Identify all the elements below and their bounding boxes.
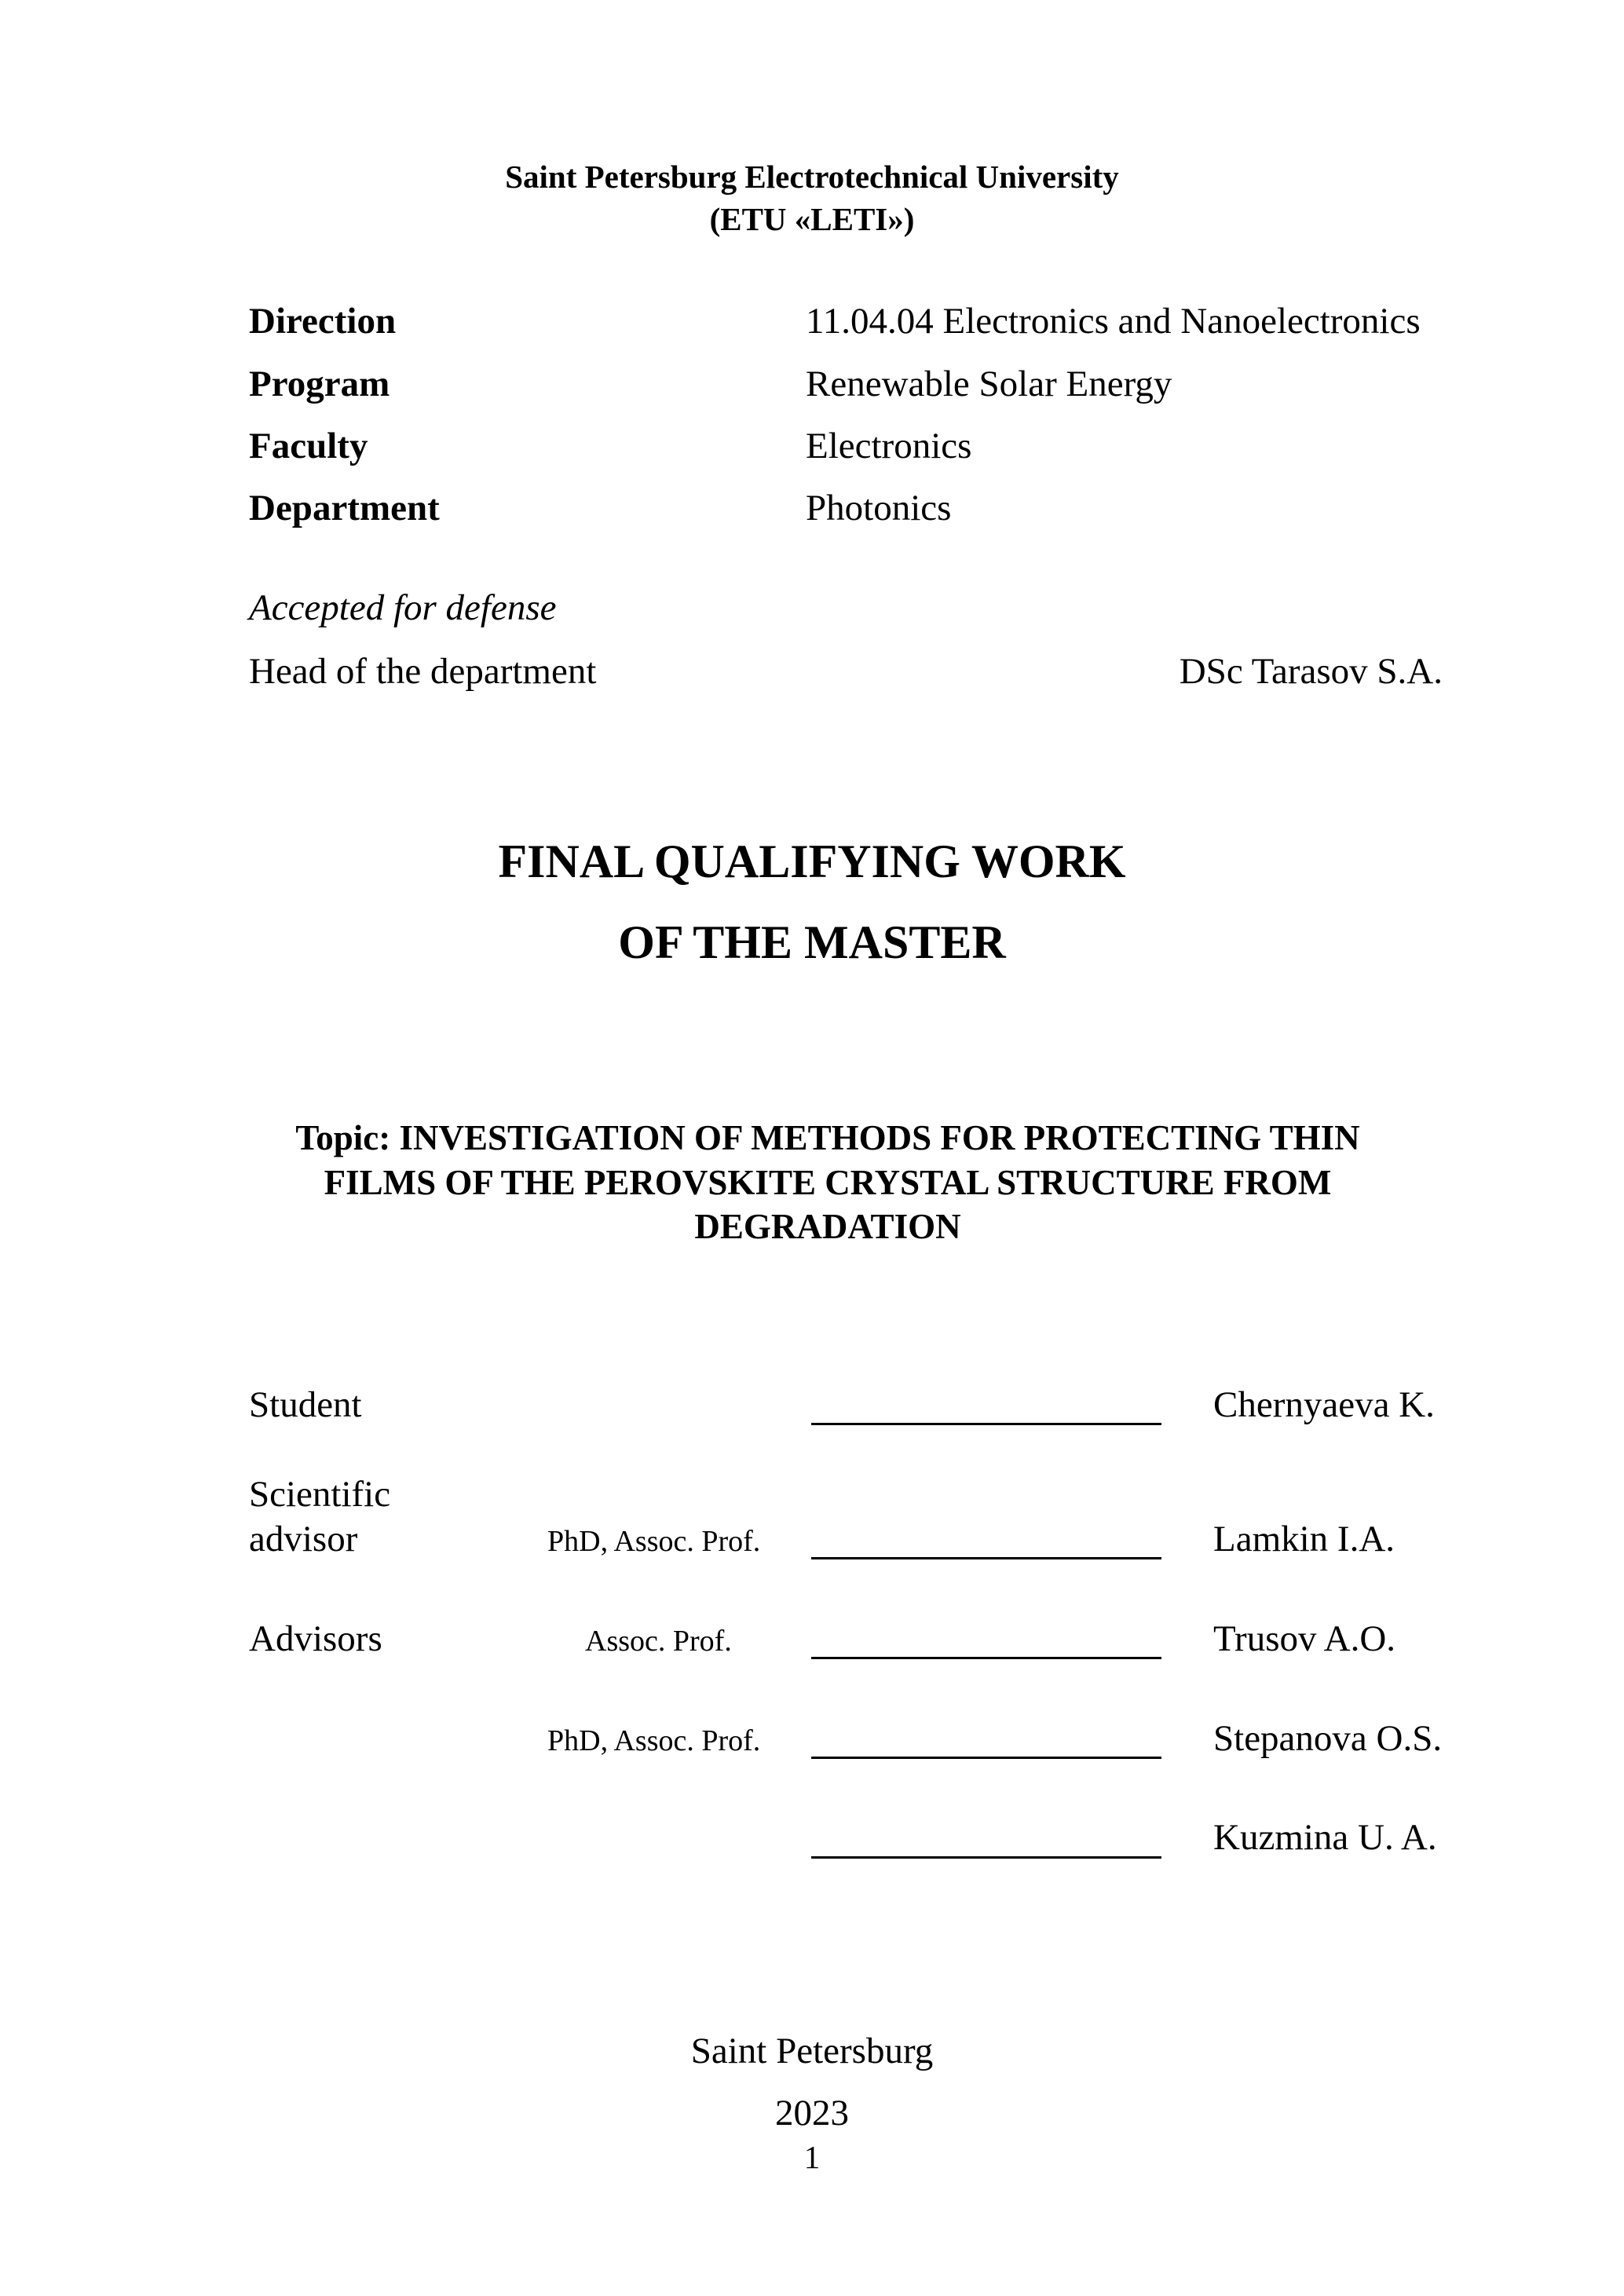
advisor2-name: Stepanova O.S. xyxy=(1213,1718,1443,1759)
scientific-advisor-label-1: Scientific xyxy=(249,1474,391,1515)
direction-value: 11.04.04 Electronics and Nanoelectronics xyxy=(806,301,1421,342)
scientific-advisor-degree: PhD, Assoc. Prof. xyxy=(547,1525,761,1558)
year: 2023 xyxy=(775,2093,849,2133)
scientific-advisor-label-2: advisor xyxy=(249,1519,358,1559)
university-name: Saint Petersburg Electrotechnical University xyxy=(505,159,1119,195)
department-label: Department xyxy=(249,488,440,528)
advisor1-signature-line xyxy=(811,1657,1161,1659)
advisor1-name: Trusov A.O. xyxy=(1213,1618,1396,1659)
page-number: 1 xyxy=(803,2139,821,2175)
faculty-label: Faculty xyxy=(249,426,368,466)
university-abbreviation: (ETU «LETI») xyxy=(709,201,915,237)
work-title-line2: OF THE MASTER xyxy=(618,916,1006,968)
faculty-value: Electronics xyxy=(806,426,972,466)
work-title-line1: FINAL QUALIFYING WORK xyxy=(498,835,1126,887)
program-value: Renewable Solar Energy xyxy=(806,364,1172,404)
topic-line2: FILMS OF THE PEROVSKITE CRYSTAL STRUCTURE FROM xyxy=(324,1163,1332,1202)
head-of-department-label: Head of the department xyxy=(249,651,597,692)
student-signature-line xyxy=(811,1423,1161,1425)
topic-line1: Topic: INVESTIGATION OF METHODS FOR PROTECTING THIN xyxy=(295,1118,1360,1157)
direction-label: Direction xyxy=(249,301,397,342)
department-value: Photonics xyxy=(806,488,952,528)
head-of-department-name: DSc Tarasov S.A. xyxy=(1179,651,1443,692)
program-label: Program xyxy=(249,364,390,404)
advisor3-name: Kuzmina U. A. xyxy=(1213,1817,1437,1858)
accepted-for-defense: Accepted for defense xyxy=(249,587,557,628)
advisor2-degree: PhD, Assoc. Prof. xyxy=(547,1724,761,1757)
student-label: Student xyxy=(249,1384,362,1425)
topic-line3: DEGRADATION xyxy=(694,1207,961,1246)
advisor3-signature-line xyxy=(811,1856,1161,1859)
scientific-advisor-signature-line xyxy=(811,1557,1161,1559)
scientific-advisor-name: Lamkin I.A. xyxy=(1213,1519,1395,1559)
student-name: Chernyaeva K. xyxy=(1213,1384,1435,1425)
advisor1-degree: Assoc. Prof. xyxy=(585,1625,732,1658)
city: Saint Petersburg xyxy=(690,2031,934,2071)
advisors-label: Advisors xyxy=(249,1618,382,1659)
advisor2-signature-line xyxy=(811,1757,1161,1759)
